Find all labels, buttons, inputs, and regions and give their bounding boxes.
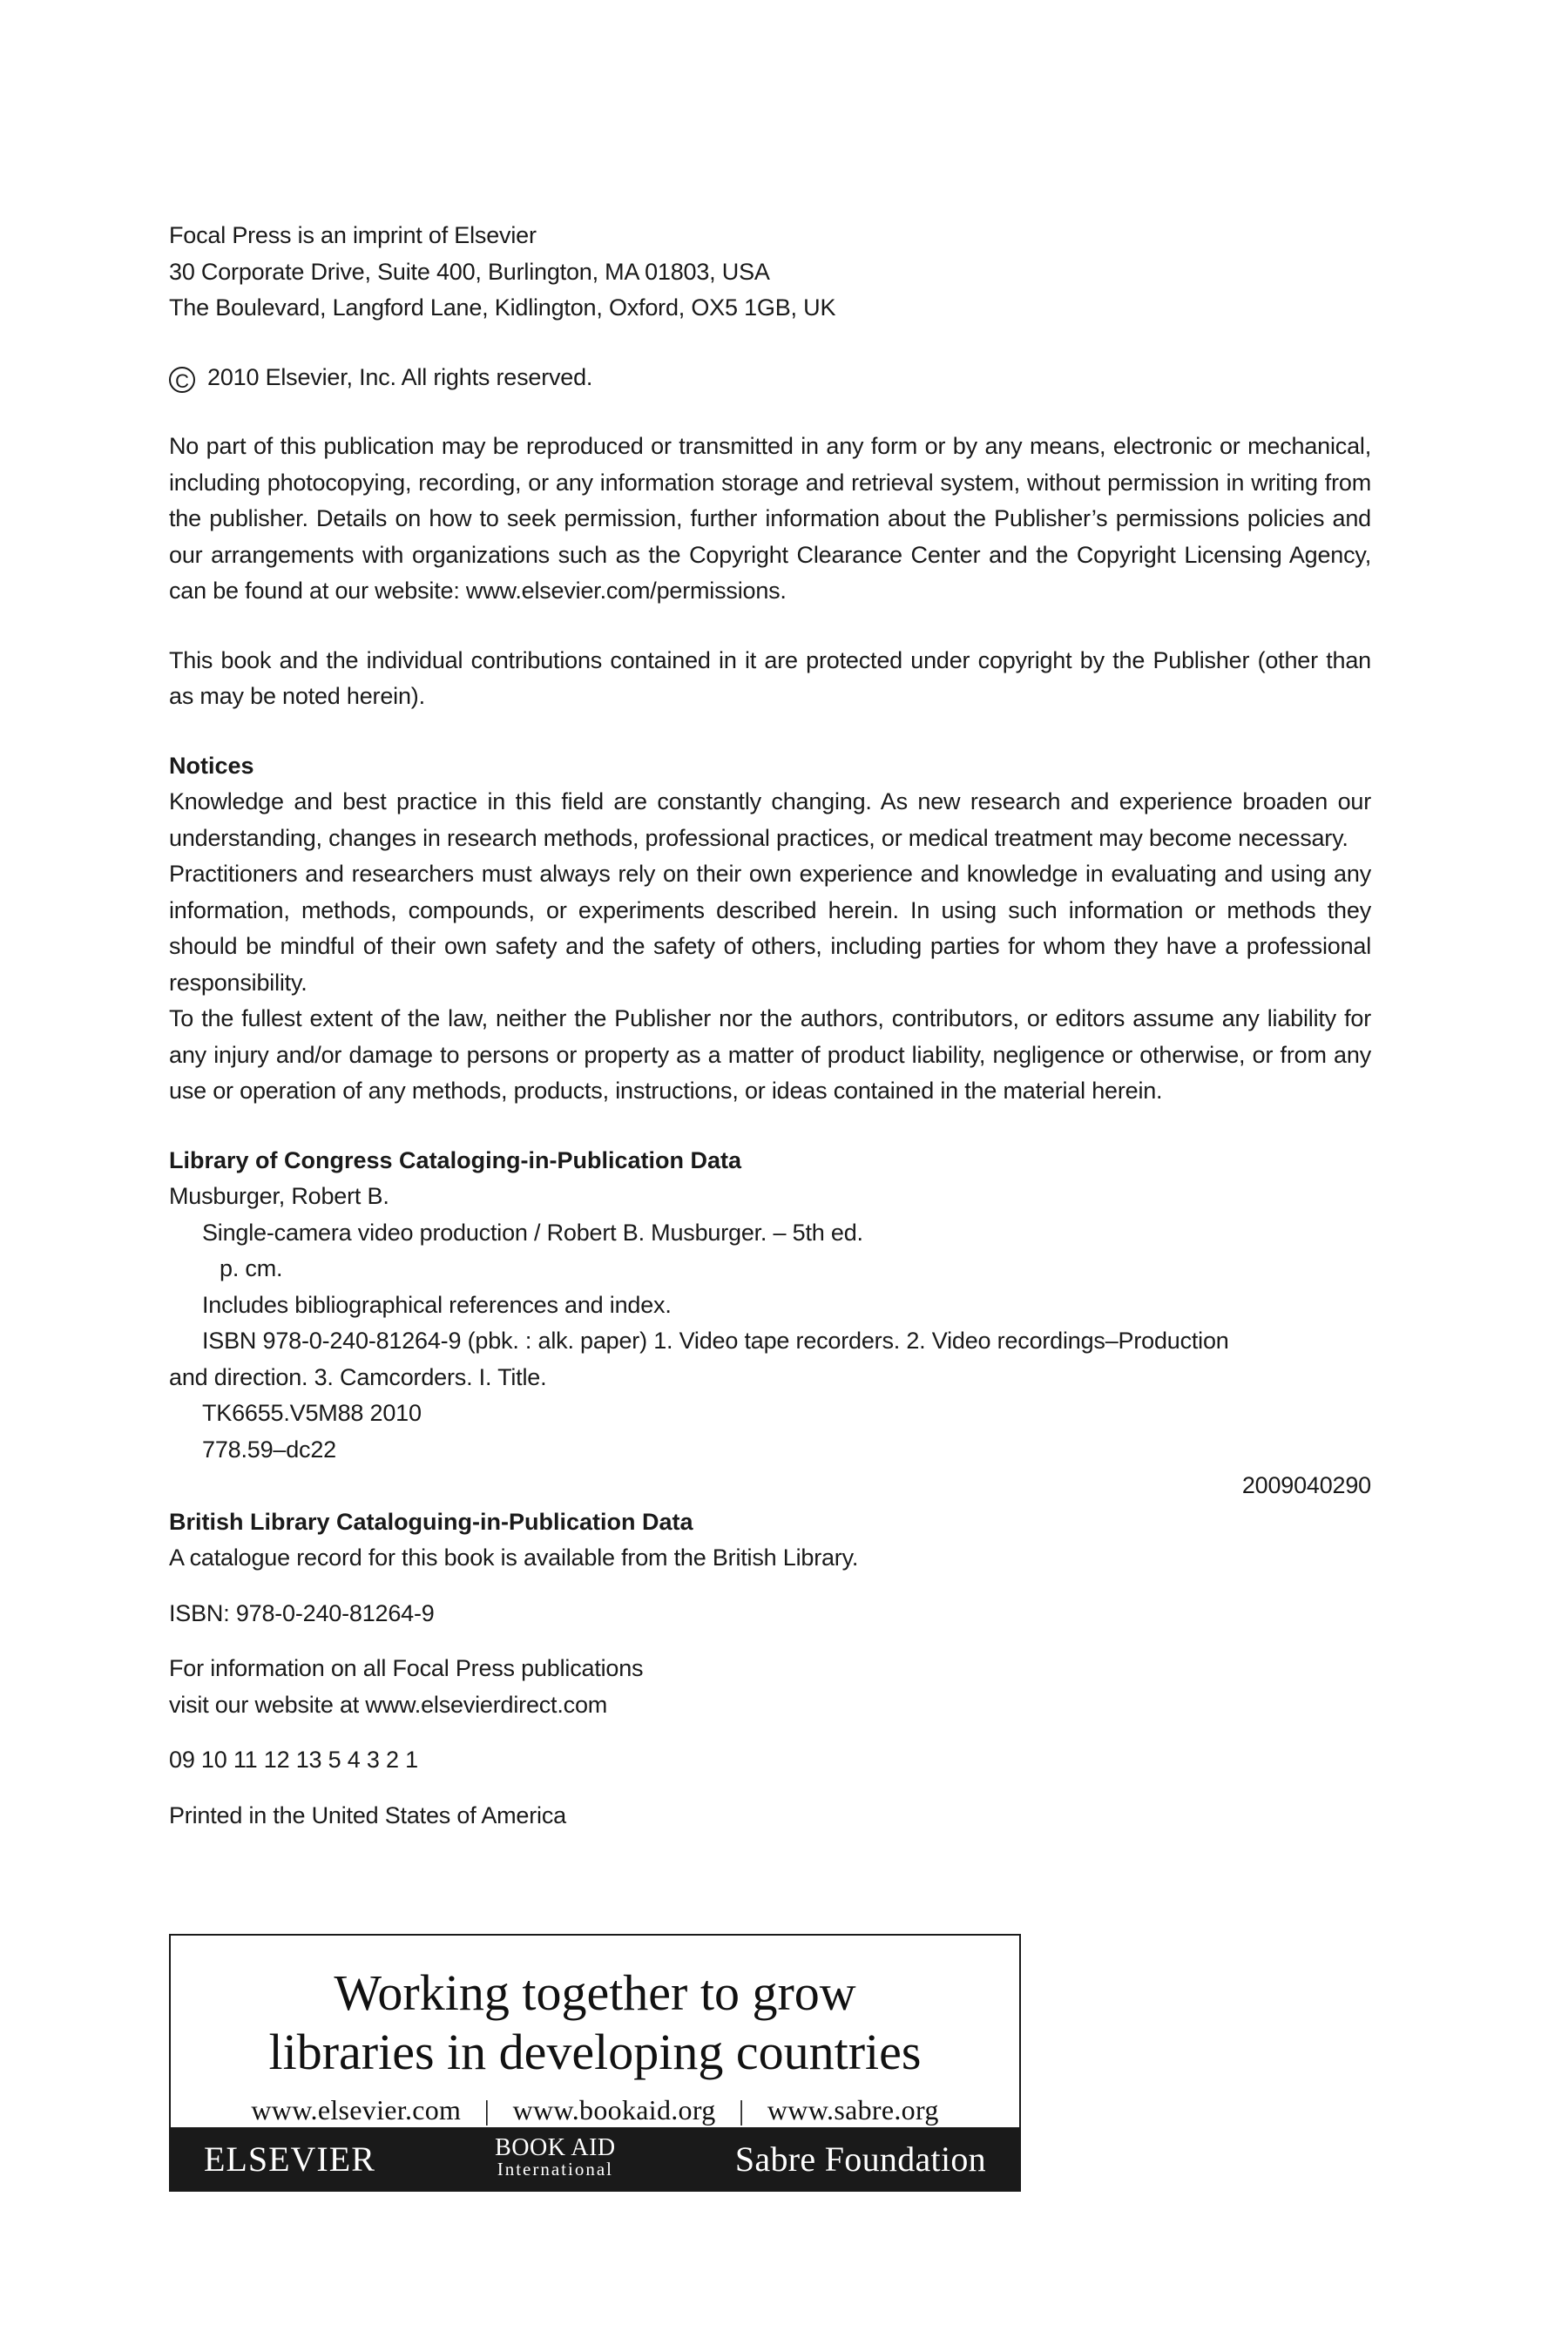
permissions-paragraph: No part of this publication may be reproduced or transmitted in any form or by any means, electronic or mechanical, including photocopying, recording, or any information storage and retrieval system, without permission in writing from the publisher. Details on how to seek permission, further information about the Publisher’s permissions policies and our arrangements with organizations such as the Copyright Clearance Center and the Copyright Licensing Agency, can be found at our website: www.elsevier.com/permissions. (169, 433, 1371, 604)
copyright-page (169, 218, 1371, 1834)
loc-author: Musburger, Robert B. (169, 1183, 389, 1209)
bookaid-logo-top: BOOK AID (495, 2134, 616, 2161)
us-address: 30 Corporate Drive, Suite 400, Burlington, MA 01803, USA (169, 258, 770, 285)
info-line: For information on all Focal Press publications (169, 1655, 644, 1681)
elsevier-link[interactable]: www.elsevier.com (251, 2094, 462, 2126)
loc-call-number: TK6655.V5M88 2010 (202, 1400, 422, 1426)
sabre-link[interactable]: www.sabre.org (767, 2094, 939, 2126)
copyright-icon: C (169, 367, 195, 393)
copyright-notice (169, 360, 1371, 396)
protection-paragraph: This book and the individual contributions contained in it are protected under copyright by the Publisher (other than as may be noted herein). (169, 646, 1371, 709)
elsevier-logo: ELSEVIER (204, 2139, 375, 2179)
notice-paragraph: Practitioners and researchers must always rely on their own experience and knowledge in evaluating and using any information, methods, compounds, or experiments described herein. In using such information or methods they should be mindful of their own safety and the safety of others, including parties for whom they have a professional responsibility. (169, 861, 1371, 996)
bookaid-link[interactable]: www.bookaid.org (512, 2094, 716, 2126)
link-separator: | (738, 2094, 745, 2126)
loc-subjects: and direction. 3. Camcorders. I. Title. (169, 1363, 547, 1390)
partner-title-line: libraries in developing countries (268, 2024, 922, 2080)
link-separator: | (483, 2094, 490, 2126)
loc-control-number: 2009040290 (1241, 1472, 1371, 1498)
partner-title (171, 1963, 1019, 2082)
imprint-line: Focal Press is an imprint of Elsevier (169, 222, 537, 248)
partner-logo-bar (171, 2127, 1019, 2190)
notice-paragraph: To the fullest extent of the law, neither the Publisher nor the authors, contributors, or editors assume any liability for any injury and/or damage to persons or property as a matter of product liability, negligence or otherwise, or from any use or operation of any methods, products, instructions, or ideas contained in the material herein. (169, 1005, 1371, 1104)
bookaid-logo (495, 2134, 616, 2180)
print-number-line: 09 10 11 12 13 5 4 3 2 1 (169, 1747, 418, 1773)
printed-in: Printed in the United States of America (169, 1801, 566, 1828)
website-line: visit our website at www.elsevierdirect.com (169, 1691, 608, 1718)
loc-dewey: 778.59–dc22 (202, 1436, 336, 1463)
isbn: ISBN: 978-0-240-81264-9 (169, 1599, 435, 1626)
notice-paragraph: Knowledge and best practice in this field are constantly changing. As new research and experience broaden our understanding, changes in research methods, professional practices, or medical treatment may become necessary. (169, 788, 1371, 851)
partner-box (169, 1934, 1021, 2192)
sabre-logo: Sabre Foundation (734, 2139, 986, 2179)
loc-heading: Library of Congress Cataloging-in-Publication Data (169, 1146, 742, 1173)
uk-address: The Boulevard, Langford Lane, Kidlington, Oxford, OX5 1GB, UK (169, 294, 836, 321)
bl-text: A catalogue record for this book is available from the British Library. (169, 1544, 859, 1571)
loc-physical: p. cm. (220, 1255, 283, 1281)
loc-notes: Includes bibliographical references and index. (202, 1291, 672, 1318)
notices-heading: Notices (169, 752, 254, 779)
loc-isbn-line: ISBN 978-0-240-81264-9 (pbk. : alk. paper) 1. Video tape recorders. 2. Video recordings–Production (202, 1328, 1229, 1354)
loc-title: Single-camera video production / Robert B. Musburger. – 5th ed. (202, 1219, 863, 1246)
copyright-text: 2010 Elsevier, Inc. All rights reserved. (207, 363, 593, 390)
bookaid-logo-bottom: International (497, 2159, 614, 2180)
partner-title-line: Working together to grow (334, 1964, 856, 2021)
bl-heading: British Library Cataloguing-in-Publication Data (169, 1508, 693, 1535)
partner-links (171, 2094, 1019, 2126)
